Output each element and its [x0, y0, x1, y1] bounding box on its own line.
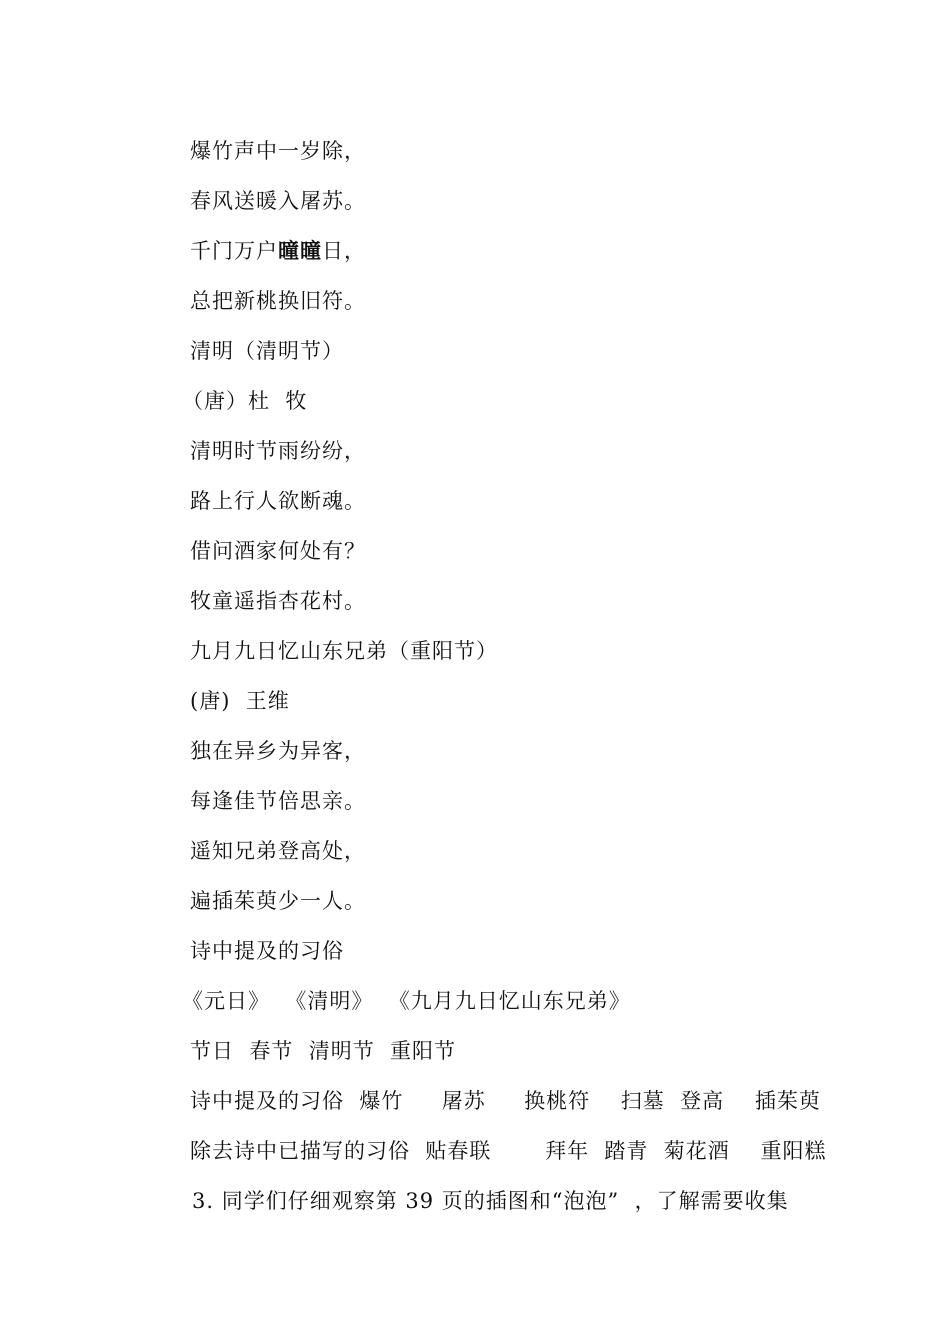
customs-in-poems-row: 诗中提及的习俗 爆竹 屠苏 换桃符 扫墓 登高 插茱萸 [190, 1089, 821, 1113]
poem3-line4: 遍插茱萸少一人。 [190, 889, 366, 913]
poem1-line2: 春风送暖入屠苏。 [190, 189, 366, 213]
other-customs-row: 除去诗中已描写的习俗 贴春联 拜年 踏青 菊花酒 重阳糕 [190, 1139, 827, 1163]
poem2-title: 清明（清明节） [190, 339, 344, 363]
poem3-line3: 遥知兄弟登高处， [190, 839, 366, 863]
instruction-text: 3. 同学们仔细观察第 39 页的插图和“泡泡” ，了解需要收集 [192, 1189, 789, 1213]
poem1-line3-part3: 日， [322, 239, 366, 263]
poem2-line4: 牧童遥指杏花村。 [190, 589, 366, 613]
poem-titles-row: 《元日》 《清明》 《九月九日忆山东兄弟》 [182, 989, 631, 1013]
poem1-line4: 总把新桃换旧符。 [190, 289, 366, 313]
poem3-author: (唐) 王维 [190, 689, 290, 713]
poem3-title: 九月九日忆山东兄弟（重阳节） [190, 639, 498, 663]
poem2-line1: 清明时节雨纷纷， [190, 439, 366, 463]
poem3-line2: 每逢佳节倍思亲。 [190, 789, 366, 813]
customs-heading: 诗中提及的习俗 [190, 939, 344, 963]
poem1-line3-part1: 千门万户 [190, 239, 278, 263]
poem1-line3-emphasis: 曈曈 [278, 239, 322, 263]
poem2-line2: 路上行人欲断魂。 [190, 489, 366, 513]
poem1-line3 [190, 237, 366, 265]
festivals-row: 节日 春节 清明节 重阳节 [190, 1039, 457, 1063]
poem3-line1: 独在异乡为异客， [190, 739, 366, 763]
poem2-author: （唐）杜 牧 [182, 389, 308, 413]
poem1-line1: 爆竹声中一岁除， [190, 139, 366, 163]
poem2-line3: 借问酒家何处有？ [190, 539, 366, 563]
